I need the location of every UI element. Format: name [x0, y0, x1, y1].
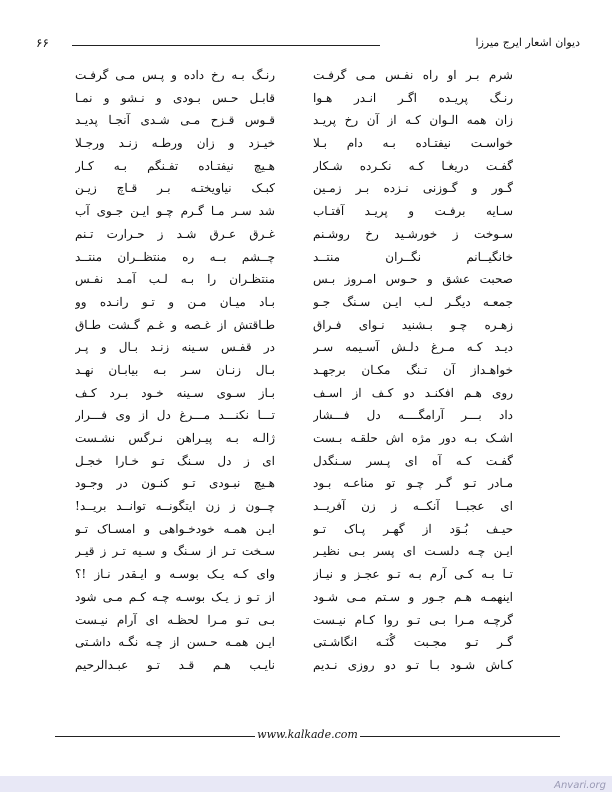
- hemistich-left: رنـگ بـه رخ داده و پـس مـی گرفـت: [75, 68, 275, 82]
- hemistich-left: ژالـه بـه پیـراهن نـرگس نشـست: [75, 431, 275, 445]
- verse-row: [0, 223, 612, 246]
- hemistich-right: زان همه الـوان کـه از آن رخ پریـد: [313, 113, 513, 128]
- hemistich-left: منتظـران را بـه لـب آمـد نفـس: [75, 272, 275, 287]
- hemistich-left: وای کـه یـک بوسـه و ایـقدر نـاز !؟: [75, 567, 275, 582]
- hemistich-right: رنـگ پریـده اگـر انـدر هـوا: [313, 90, 513, 105]
- hemistich-left: در قفـس سـینه زنـد بـال و پـر: [75, 340, 275, 355]
- hemistich-right: گـور و گـوزنی نـزده بـر زمـین: [313, 181, 513, 196]
- footer-rule-right: [360, 736, 560, 737]
- hemistich-left: بـاد میـان مـن و تـو رانـده وو: [75, 294, 275, 309]
- hemistich-right: گـر تـو مجـبت گُنَـه انگاشـتی: [313, 635, 513, 650]
- footer-rule-left: [55, 736, 255, 737]
- verse-row: [0, 132, 612, 155]
- page-number: ۶۶: [36, 36, 49, 50]
- verse-row: [0, 472, 612, 495]
- watermark-logo: Anvari.org: [554, 780, 606, 791]
- hemistich-right: دیـد کـه مـرغ دلـش آسـیمه سـر: [313, 340, 513, 355]
- hemistich-left: بـی تـو مـرا لحظـه ای آرام نیـست: [75, 612, 275, 627]
- verse-row: [0, 586, 612, 609]
- hemistich-left: هـیچ نبـودی تـو کنـون در وجـود: [75, 476, 275, 491]
- hemistich-right: تـا بـه کـی آرم بـه تـو عجـز و نیـاز: [313, 567, 513, 582]
- verse-row: [0, 495, 612, 518]
- hemistich-left: هـیچ نیفتـاده تفـنگم بـه کـار: [75, 158, 275, 173]
- hemistich-left: ایـن همـه حـسن از چـه نگـه داشـتی: [75, 635, 275, 650]
- verse-row: [0, 359, 612, 382]
- verse-row: [0, 87, 612, 110]
- hemistich-left: چــون ز زن ایتگونــه توانــد بریــد!: [75, 499, 275, 514]
- hemistich-right: خواسـت نیفتـاده بـه دام بـلا: [313, 136, 513, 151]
- hemistich-right: صحبت عشق و حـوس امـروز بـس: [313, 272, 513, 287]
- hemistich-right: ای عجبــا آنکــه ز زن آفریــد: [313, 499, 513, 514]
- hemistich-right: داد بـــر آرامگــــه دل فـــشار: [313, 408, 513, 423]
- hemistich-left: قابـل حـس بـودی و نـشو و نمـا: [75, 90, 275, 105]
- hemistich-right: سـایه برفـت و پریـد آفتـاب: [313, 204, 513, 219]
- footer-website[interactable]: www.kalkade.com: [257, 728, 358, 741]
- hemistich-right: کـاش شـود بـا تـو دو روزی نـدیم: [313, 657, 513, 672]
- hemistich-right: زهـره چـو بـشنید نـوای فـراق: [313, 317, 513, 332]
- verse-row: [0, 268, 612, 291]
- book-title: دیوان اشعار ایرج میرزا: [475, 36, 580, 49]
- watermark-band: [0, 776, 612, 792]
- hemistich-left: کبـک نیاویختـه بـر قـاچ زیـن: [75, 181, 275, 196]
- verse-row: [0, 563, 612, 586]
- hemistich-left: قـوس قـزح مـی شـدی آنجـا پدیـد: [75, 113, 275, 128]
- hemistich-right: گفـت کـه آه ای پـسر سـنگدل: [313, 453, 513, 468]
- hemistich-left: تـــا نکنـــد مـــرغ دل از وی فـــرار: [75, 408, 275, 423]
- verse-row: [0, 540, 612, 563]
- verse-row: [0, 200, 612, 223]
- hemistich-right: جمعـه دیگـر لـب ایـن سـنگ جـو: [313, 294, 513, 309]
- hemistich-left: چــشم بــه ره منتظــران منتــد: [75, 249, 275, 264]
- verse-row: [0, 291, 612, 314]
- hemistich-left: شد سـر مـا گـرم چـو ایـن جـوی آب: [75, 204, 275, 219]
- poem-verses: [0, 64, 612, 677]
- page-footer: [55, 728, 560, 744]
- hemistich-right: مـادر تـو گـر چـو تو مناعـه بـود: [313, 476, 513, 491]
- verse-row: [0, 609, 612, 632]
- verse-row: [0, 654, 612, 677]
- hemistich-right: اینهمـه هـم جـور و سـتم مـی شـود: [313, 589, 513, 604]
- hemistich-right: گرچـه مـرا بـی تـو روا کـام نیـست: [313, 612, 513, 627]
- hemistich-right: شرم بـر او راه نفـس مـی گرفـت: [313, 68, 513, 82]
- hemistich-left: نایـب هـم قـد تـو عبـدالرحیم: [75, 657, 275, 672]
- verse-row: [0, 246, 612, 269]
- hemistich-right: خواهـداز آن تـنگ مکـان برجهـد: [313, 362, 513, 377]
- verse-row: [0, 382, 612, 405]
- verse-row: [0, 518, 612, 541]
- verse-row: [0, 631, 612, 654]
- hemistich-left: خیـزد و زان ورطـه زنـد ورجـلا: [75, 136, 275, 151]
- hemistich-right: خانگیــانم نگــران منتــد: [313, 249, 513, 264]
- verse-row: [0, 177, 612, 200]
- verse-row: [0, 427, 612, 450]
- header-rule: [72, 45, 380, 46]
- hemistich-left: غـرق عـرق شـد ز حـرارت تـنم: [75, 226, 275, 241]
- verse-row: [0, 109, 612, 132]
- verse-row: [0, 404, 612, 427]
- hemistich-right: سـوخت ز خورشـید رخ روشـنم: [313, 226, 513, 241]
- hemistich-left: طـاقتش از غـصه و غـم گـشت طـاق: [75, 317, 275, 332]
- hemistich-right: حیـف بُـوَد از گهـر پـاک تـو: [313, 521, 513, 536]
- hemistich-left: ایـن همـه خودخـواهی و امسـاک تـو: [75, 521, 275, 536]
- hemistich-right: روی هـم افکنـد دو کـف از اسـف: [313, 385, 513, 400]
- hemistich-left: از تـو ز یـک بوسـه چـه کـم مـی شود: [75, 589, 275, 604]
- verse-row: [0, 336, 612, 359]
- verse-row: [0, 155, 612, 178]
- verse-row: [0, 314, 612, 337]
- verse-row: [0, 64, 612, 87]
- hemistich-left: بـال زنـان سـر بـه بیابـان نهـد: [75, 362, 275, 377]
- hemistich-left: ای ز دل سـنگ تـو خـارا خجـل: [75, 453, 275, 468]
- hemistich-right: اشـک بـه دور مژه اش حلقـه بـست: [313, 431, 513, 445]
- hemistich-left: بـاز سـوی سـینه خـود بـرد کـف: [75, 385, 275, 400]
- page-header: [30, 36, 580, 54]
- hemistich-right: ایـن چـه دلسـت ای پسر بـی نظیـر: [313, 544, 513, 559]
- hemistich-right: گفـت دریغـا کـه نکـرده شـکار: [313, 158, 513, 173]
- verse-row: [0, 450, 612, 473]
- hemistich-left: سـخت تـر از سـنگ و سـیه تـر ز قیـر: [75, 544, 275, 559]
